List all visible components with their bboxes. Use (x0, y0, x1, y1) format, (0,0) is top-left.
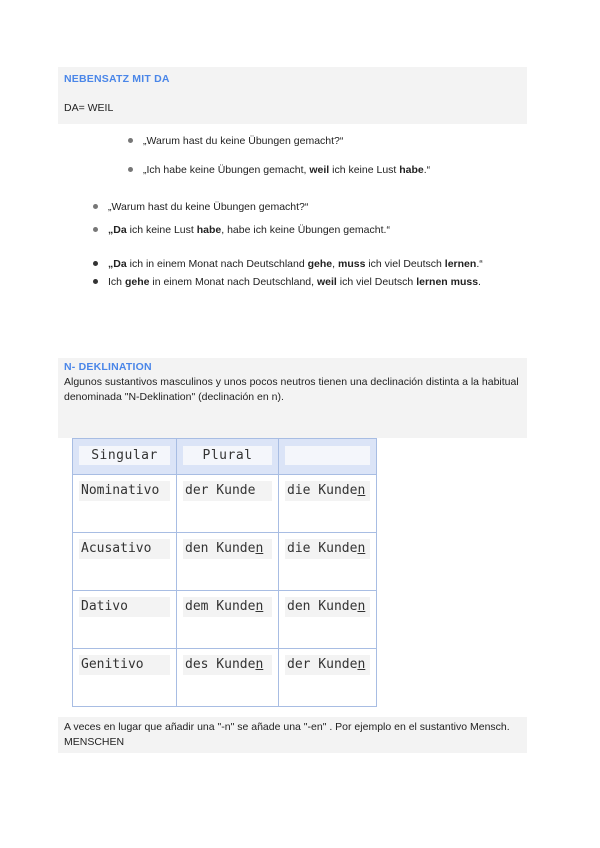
header-cell (73, 439, 177, 475)
case-cell (73, 649, 177, 707)
example-line: „Ich habe keine Übungen gemacht, weil ich keine Lust habe.“ (143, 164, 431, 176)
declension-table (72, 438, 377, 707)
singular-form: der Kunde (183, 481, 272, 501)
bullet-icon (93, 279, 98, 284)
bullet-icon (93, 227, 98, 232)
plural-cell (279, 533, 377, 591)
header-plural: Plural (183, 446, 272, 465)
plural-form: die Kunden (285, 481, 370, 501)
singular-form: den Kunden (183, 539, 272, 559)
case-cell (73, 591, 177, 649)
header-empty (285, 446, 370, 465)
section-subtitle: DA= WEIL (64, 102, 114, 114)
singular-cell (177, 649, 279, 707)
header-singular: Singular (79, 446, 170, 465)
section-heading-n-deklination: N- DEKLINATION (64, 361, 152, 373)
bullet-icon (128, 167, 133, 172)
table-row (73, 533, 377, 591)
singular-cell (177, 475, 279, 533)
table-row (73, 475, 377, 533)
singular-cell (177, 591, 279, 649)
singular-form: des Kunden (183, 655, 272, 675)
singular-form: dem Kunden (183, 597, 272, 617)
example-line: „Da ich keine Lust habe, habe ich keine Übungen gemacht.“ (108, 224, 390, 236)
plural-form: die Kunden (285, 539, 370, 559)
bullet-icon (93, 261, 98, 266)
plural-cell (279, 591, 377, 649)
bullet-icon (128, 138, 133, 143)
case-label: Dativo (79, 597, 170, 617)
case-cell (73, 533, 177, 591)
example-line: Ich gehe in einem Monat nach Deutschland, weil ich viel Deutsch lernen muss. (108, 276, 481, 288)
example-line: „Da ich in einem Monat nach Deutschland gehe, muss ich viel Deutsch lernen.“ (108, 258, 483, 270)
plural-form: der Kunden (285, 655, 370, 675)
plural-cell (279, 475, 377, 533)
example-line: „Warum hast du keine Übungen gemacht?“ (108, 201, 309, 213)
table-row (73, 649, 377, 707)
intro-paragraph: Algunos sustantivos masculinos y unos pocos neutros tienen una declinación distinta a la habitual denominada "N-Deklination" (declinación en n). (64, 376, 519, 403)
section-heading-nebensatz: NEBENSATZ MIT DA (64, 73, 170, 85)
bullet-icon (93, 204, 98, 209)
plural-form: den Kunden (285, 597, 370, 617)
example-line: „Warum hast du keine Übungen gemacht?“ (143, 135, 344, 147)
singular-cell (177, 533, 279, 591)
case-label: Nominativo (79, 481, 170, 501)
footer-paragraph: A veces en lugar que añadir una "-n" se añade una "-en" . Por ejemplo en el sustantivo Mensch. MENSCHEN (64, 721, 510, 748)
header-cell (177, 439, 279, 475)
case-label: Acusativo (79, 539, 170, 559)
table-row (73, 591, 377, 649)
header-cell (279, 439, 377, 475)
plural-cell (279, 649, 377, 707)
case-cell (73, 475, 177, 533)
table-header-row (73, 439, 377, 475)
case-label: Genitivo (79, 655, 170, 675)
